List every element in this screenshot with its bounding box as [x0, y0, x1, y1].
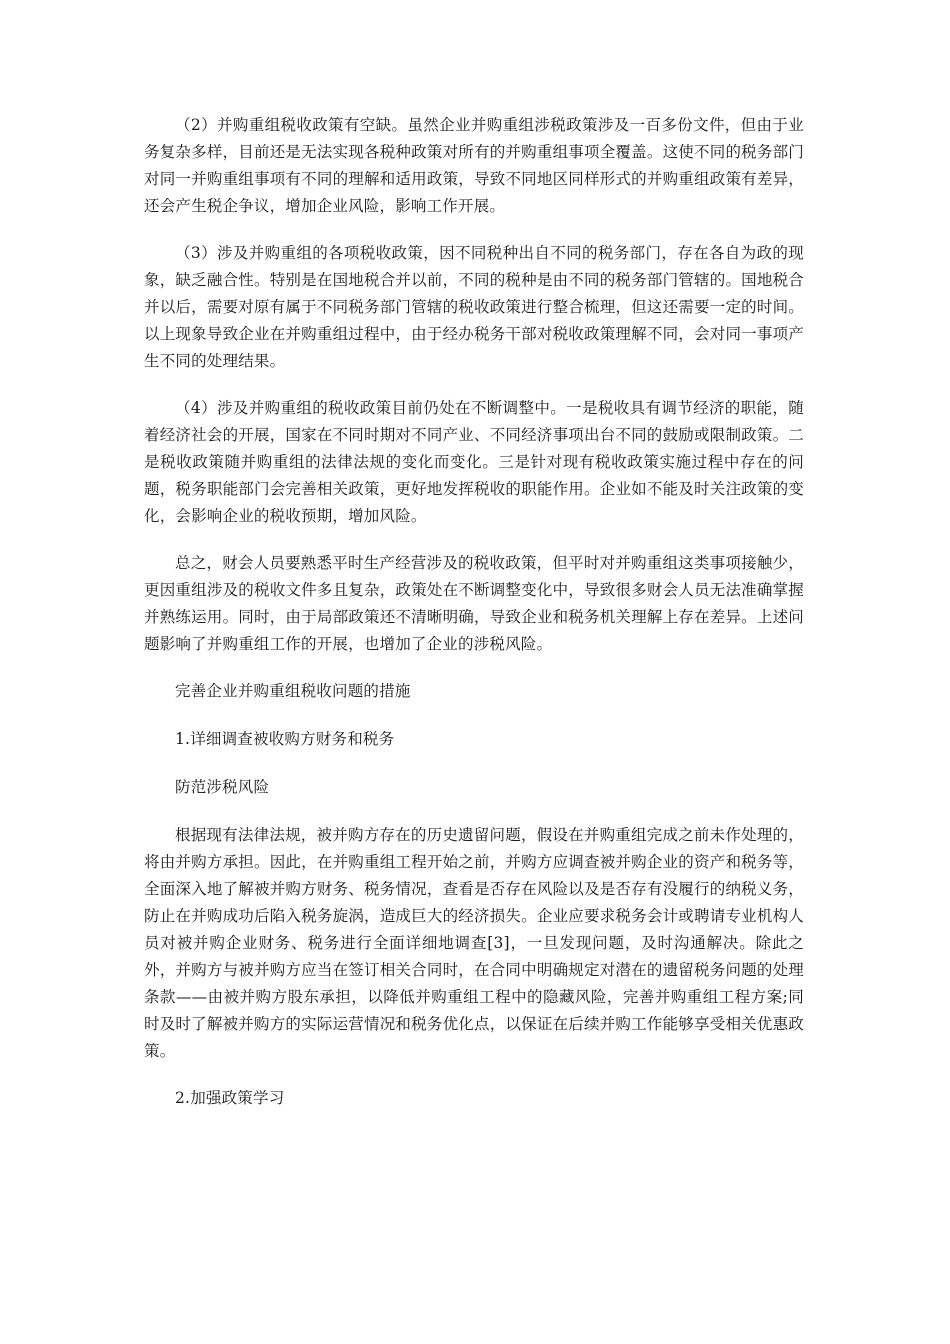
paragraph-policy-fragmentation: （3）涉及并购重组的各项税收政策，因不同税种出自不同的税务部门，存在各自为政的现象，缺乏融合性。特别是在国地税合并以前，不同的税种是由不同的税务部门管辖的。国地税合并以后，需要对原有属于不同税务部门管辖的税收政策进行整合梳理，但这还需要一定的时间。以上现象导致企业在并购重组过程中，由于经办税务干部对税收政策理解不同，会对同一事项产生不同的处理结果。 — [144, 244, 804, 370]
subheading-policy-study: 2.加强政策学习 — [175, 1089, 285, 1107]
paragraph-policy-adjustment: （4）涉及并购重组的税收政策目前仍处在不断调整中。一是税收具有调节经济的职能，随着经济社会的开展，国家在不同时期对不同产业、不同经济事项出台不同的鼓励或限制政策。二是税收政策随并购重组的法律法规的变化而变化。三是针对现有税收政策实施过程中存在的问题，税务职能部门会完善相关政策，更好地发挥税收的职能作用。企业如不能及时关注政策的变化，会影响企业的税收预期，增加风险。 — [144, 399, 804, 525]
document-body — [144, 112, 804, 1133]
paragraph-policy-gap: （2）并购重组税收政策有空缺。虽然企业并购重组涉税政策涉及一百多份文件，但由于业务复杂多样，目前还是无法实现各税种政策对所有的并购重组事项全覆盖。这使不同的税务部门对同一并购重组事项有不同的理解和适用政策，导致不同地区同样形式的并购重组政策有差异，还会产生税企争议，增加企业风险，影响工作开展。 — [144, 116, 804, 215]
paragraph-investigation: 根据现有法律法规，被并购方存在的历史遗留问题，假设在并购重组完成之前未作处理的，将由并购方承担。因此，在并购重组工程开始之前，并购方应调查被并购企业的资产和税务等，全面深入地了解被并购方财务、税务情况，查看是否存在风险以及是否存有没履行的纳税义务，防止在并购成功后陷入税务旋涡，造成巨大的经济损失。企业应要求税务会计或聘请专业机构人员对被并购企业财务、税务进行全面详细地调查[3]，一旦发现问题，及时沟通解决。除此之外，并购方与被并购方应当在签订相关合同时，在合同中明确规定对潜在的遗留税务问题的处理条款——由被并购方股东承担，以降低并购重组工程中的隐藏风险，完善并购重组工程方案;同时及时了解被并购方的实际运营情况和税务优化点，以保证在后续并购工作能够享受相关优惠政策。 — [144, 826, 804, 1060]
paragraph-summary: 总之，财会人员要熟悉平时生产经营涉及的税收政策，但平时对并购重组这类事项接触少，更因重组涉及的税收文件多且复杂，政策处在不断调整变化中，导致很多财会人员无法准确掌握并熟练运用。同时，由于局部政策还不清晰明确，导致企业和税务机关理解上存在差异。上述问题影响了并购重组工作的开展，也增加了企业的涉税风险。 — [144, 554, 804, 653]
subheading-prevent-risk: 防范涉税风险 — [175, 778, 270, 796]
subheading-investigate: 1.详细调查被收购方财务和税务 — [175, 730, 395, 748]
section-heading-measures: 完善企业并购重组税收问题的措施 — [175, 682, 411, 700]
